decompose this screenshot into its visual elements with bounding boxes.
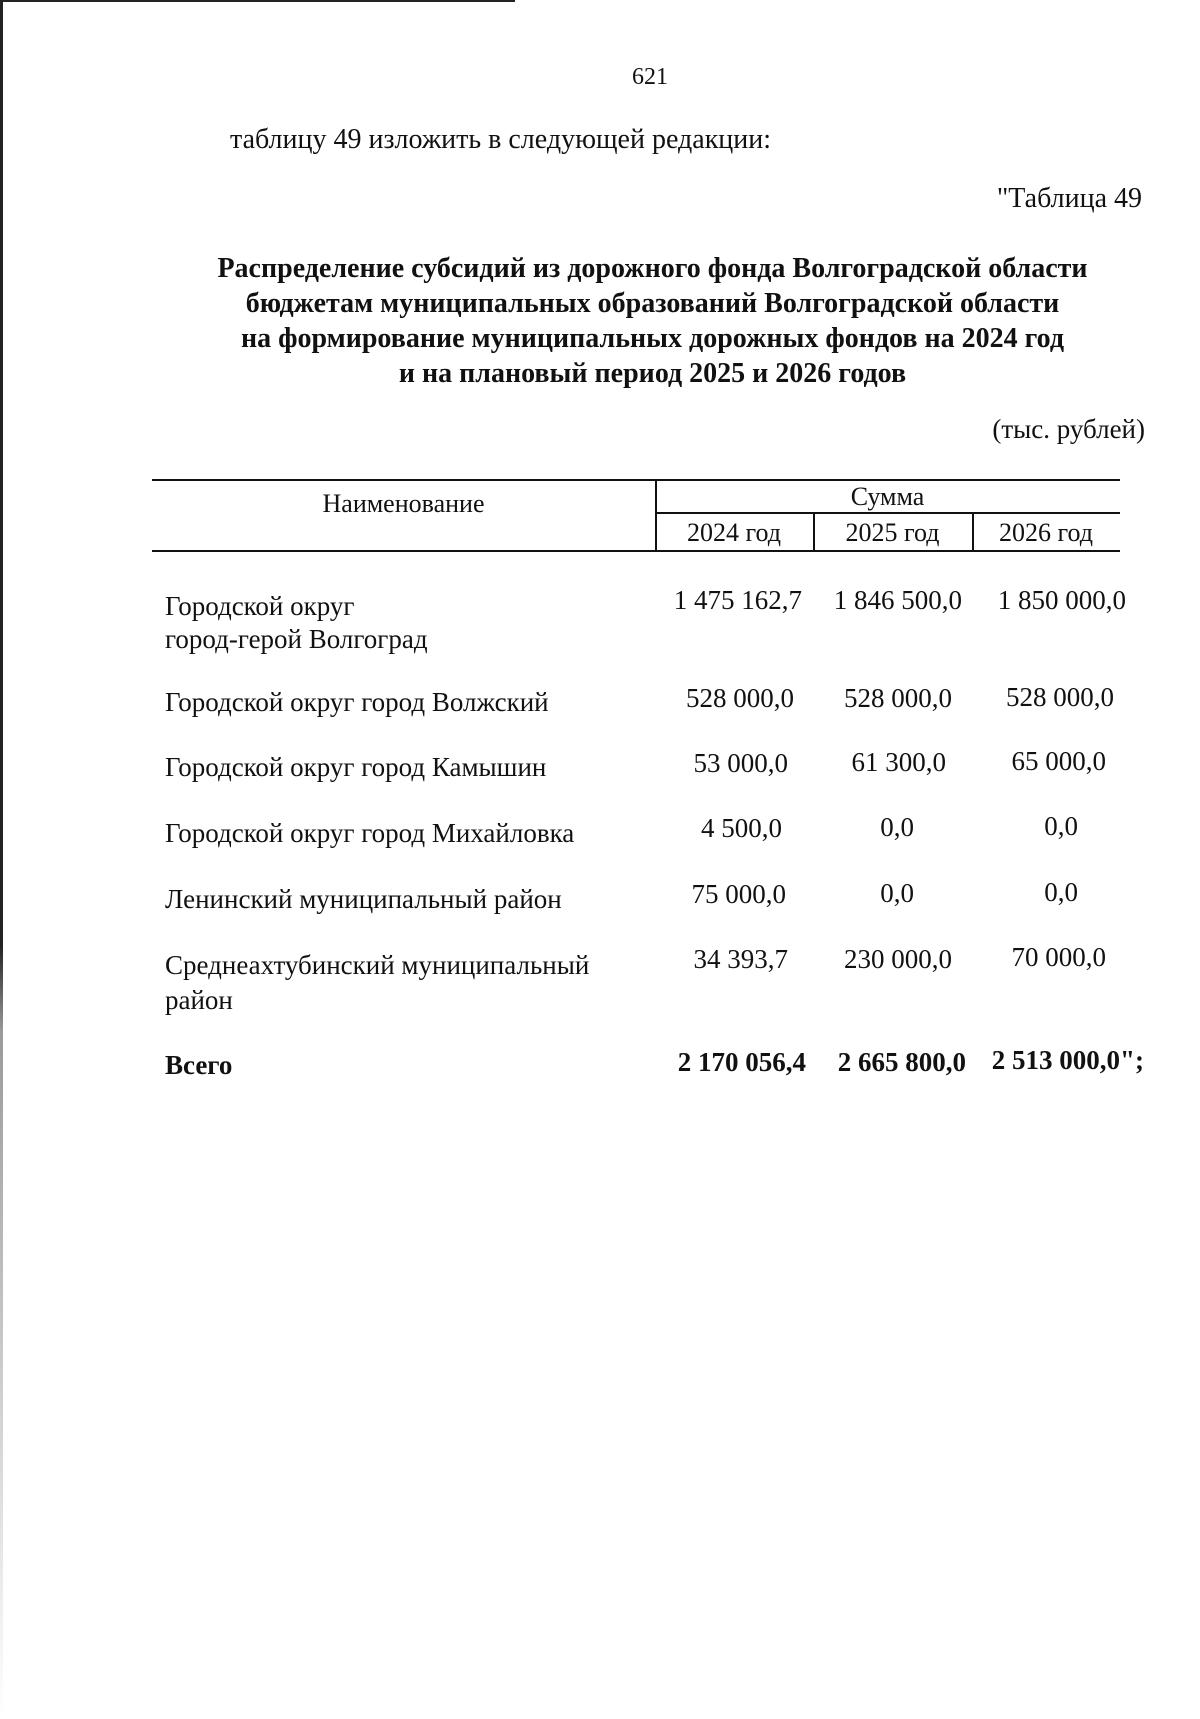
- table-header-bottom-rule: [152, 550, 1120, 552]
- value-2024: 34 393,7: [693, 944, 788, 974]
- total-2024: 2 170 056,4: [677, 1047, 806, 1077]
- value-2026: 1 850 000,0: [997, 585, 1126, 615]
- column-header-2026: 2026 год: [999, 518, 1093, 547]
- table-top-rule: [152, 479, 1120, 481]
- value-2026: 528 000,0: [1006, 682, 1114, 712]
- title-line: на формирование муниципальных дорожных фондов на 2024 год: [241, 323, 1064, 354]
- document-title: [160, 251, 1145, 391]
- value-2025: 528 000,0: [844, 683, 952, 713]
- value-2024: 75 000,0: [691, 879, 786, 909]
- title-line: бюджетам муниципальных образований Волгоградской области: [245, 288, 1060, 319]
- intro-text: таблицу 49 изложить в следующей редакции:: [230, 124, 772, 155]
- units-label: (тыс. рублей): [992, 414, 1145, 444]
- row-name: Городской округ город Волжский: [165, 687, 549, 717]
- row-name: Городской округ: [165, 591, 355, 621]
- page-number: 621: [632, 64, 668, 90]
- title-line: и на плановый период 2025 и 2026 годов: [398, 358, 907, 389]
- value-2026: 0,0: [1044, 877, 1078, 907]
- value-2025: 0,0: [880, 812, 914, 842]
- column-header-sum: Сумма: [850, 482, 925, 511]
- value-2025: 1 846 500,0: [833, 585, 962, 615]
- sum-header-rule: [655, 512, 1120, 514]
- row-name: Ленинский муниципальный район: [165, 884, 562, 914]
- total-label: Всего: [165, 1050, 233, 1080]
- value-2024: 4 500,0: [701, 813, 782, 843]
- value-2024: 528 000,0: [686, 683, 794, 713]
- value-2026: 0,0: [1044, 811, 1078, 841]
- column-header-2024: 2024 год: [687, 518, 781, 547]
- value-2024: 1 475 162,7: [673, 585, 802, 615]
- value-2025: 61 300,0: [851, 747, 946, 777]
- scan-edge-top: [0, 0, 515, 2]
- total-2026: 2 513 000,0";: [991, 1045, 1144, 1075]
- title-line: Распределение субсидий из дорожного фонда Волгоградской области: [217, 253, 1088, 284]
- total-2025: 2 665 800,0: [837, 1047, 966, 1077]
- row-name-continued: город-герой Волгоград: [165, 624, 428, 654]
- row-name-continued: район: [165, 985, 233, 1015]
- value-2026: 70 000,0: [1011, 942, 1106, 972]
- table-reference: "Таблица 49: [996, 183, 1142, 214]
- value-2026: 65 000,0: [1011, 746, 1106, 776]
- column-header-2025: 2025 год: [845, 518, 940, 547]
- row-name: Городской округ город Михайловка: [165, 818, 575, 848]
- value-2024: 53 000,0: [693, 748, 788, 778]
- column-header-name: Наименование: [322, 489, 485, 518]
- row-name: Городской округ город Камышин: [165, 752, 547, 782]
- row-name: Среднеахтубинский муниципальный: [165, 950, 590, 980]
- scan-edge-left: [0, 0, 3, 1719]
- value-2025: 230 000,0: [844, 944, 952, 974]
- value-2025: 0,0: [880, 878, 914, 908]
